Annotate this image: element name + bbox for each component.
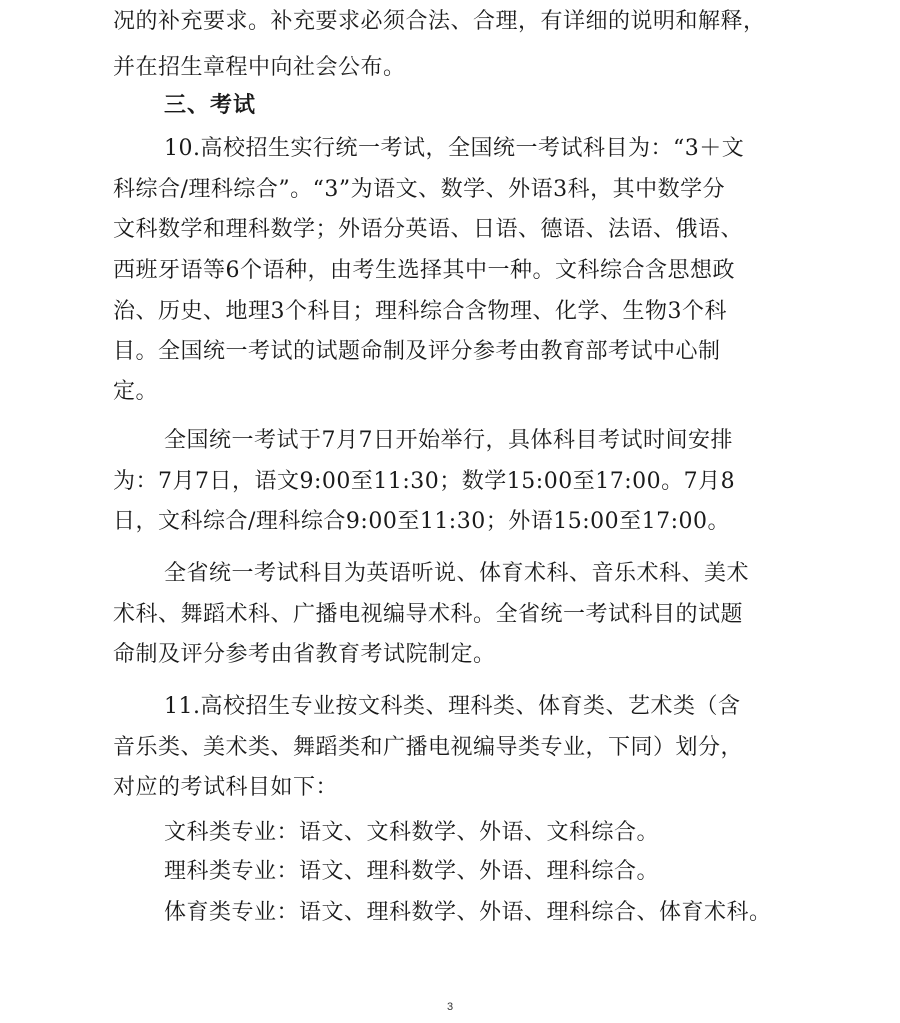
- paragraph-line: 目。全国统一考试的试题命制及评分参考由教育部考试中心制: [113, 339, 721, 364]
- paragraph-line: 日，文科综合/理科综合9:00至11:30；外语15:00至17:00。: [113, 509, 731, 534]
- paragraph-line: 对应的考试科目如下：: [113, 775, 339, 800]
- paragraph-line: 体育类专业：语文、理科数学、外语、理科综合、体育术科。: [164, 900, 772, 925]
- paragraph-line: 为：7月7日，语文9:00至11:30；数学15:00至17:00。7月8: [113, 469, 736, 494]
- section-heading: 三、考试: [164, 93, 257, 118]
- paragraph-line: 科综合/理科综合”。“3”为语文、数学、外语3科，其中数学分: [113, 177, 726, 202]
- paragraph-line: 11.高校招生专业按文科类、理科类、体育类、艺术类（含: [164, 694, 741, 719]
- paragraph-line: 全省统一考试科目为英语听说、体育术科、音乐术科、美术: [164, 561, 750, 586]
- paragraph-line: 定。: [113, 379, 159, 404]
- paragraph-line: 文科类专业：语文、文科数学、外语、文科综合。: [164, 820, 660, 845]
- page-number: 3: [446, 1001, 454, 1013]
- paragraph-line: 西班牙语等6个语种，由考生选择其中一种。文科综合含思想政: [113, 258, 735, 283]
- paragraph-line: 命制及评分参考由省教育考试院制定。: [113, 642, 496, 667]
- paragraph-line: 10.高校招生实行统一考试，全国统一考试科目为：“3＋文: [164, 136, 745, 161]
- paragraph-line: 文科数学和理科数学；外语分英语、日语、德语、法语、俄语、: [113, 217, 744, 242]
- paragraph-line: 并在招生章程中向社会公布。: [113, 55, 406, 80]
- paragraph-line: 术科、舞蹈术科、广播电视编导术科。全省统一考试科目的试题: [113, 602, 744, 627]
- paragraph-line: 治、历史、地理3个科目；理科综合含物理、化学、生物3个科: [113, 299, 727, 324]
- paragraph-line: 理科类专业：语文、理科数学、外语、理科综合。: [164, 859, 660, 884]
- paragraph-line: 况的补充要求。补充要求必须合法、合理，有详细的说明和解释，: [113, 9, 766, 34]
- paragraph-line: 音乐类、美术类、舞蹈类和广播电视编导类专业，下同）划分，: [113, 735, 744, 760]
- paragraph-line: 全国统一考试于7月7日开始举行，具体科目考试时间安排: [164, 428, 733, 453]
